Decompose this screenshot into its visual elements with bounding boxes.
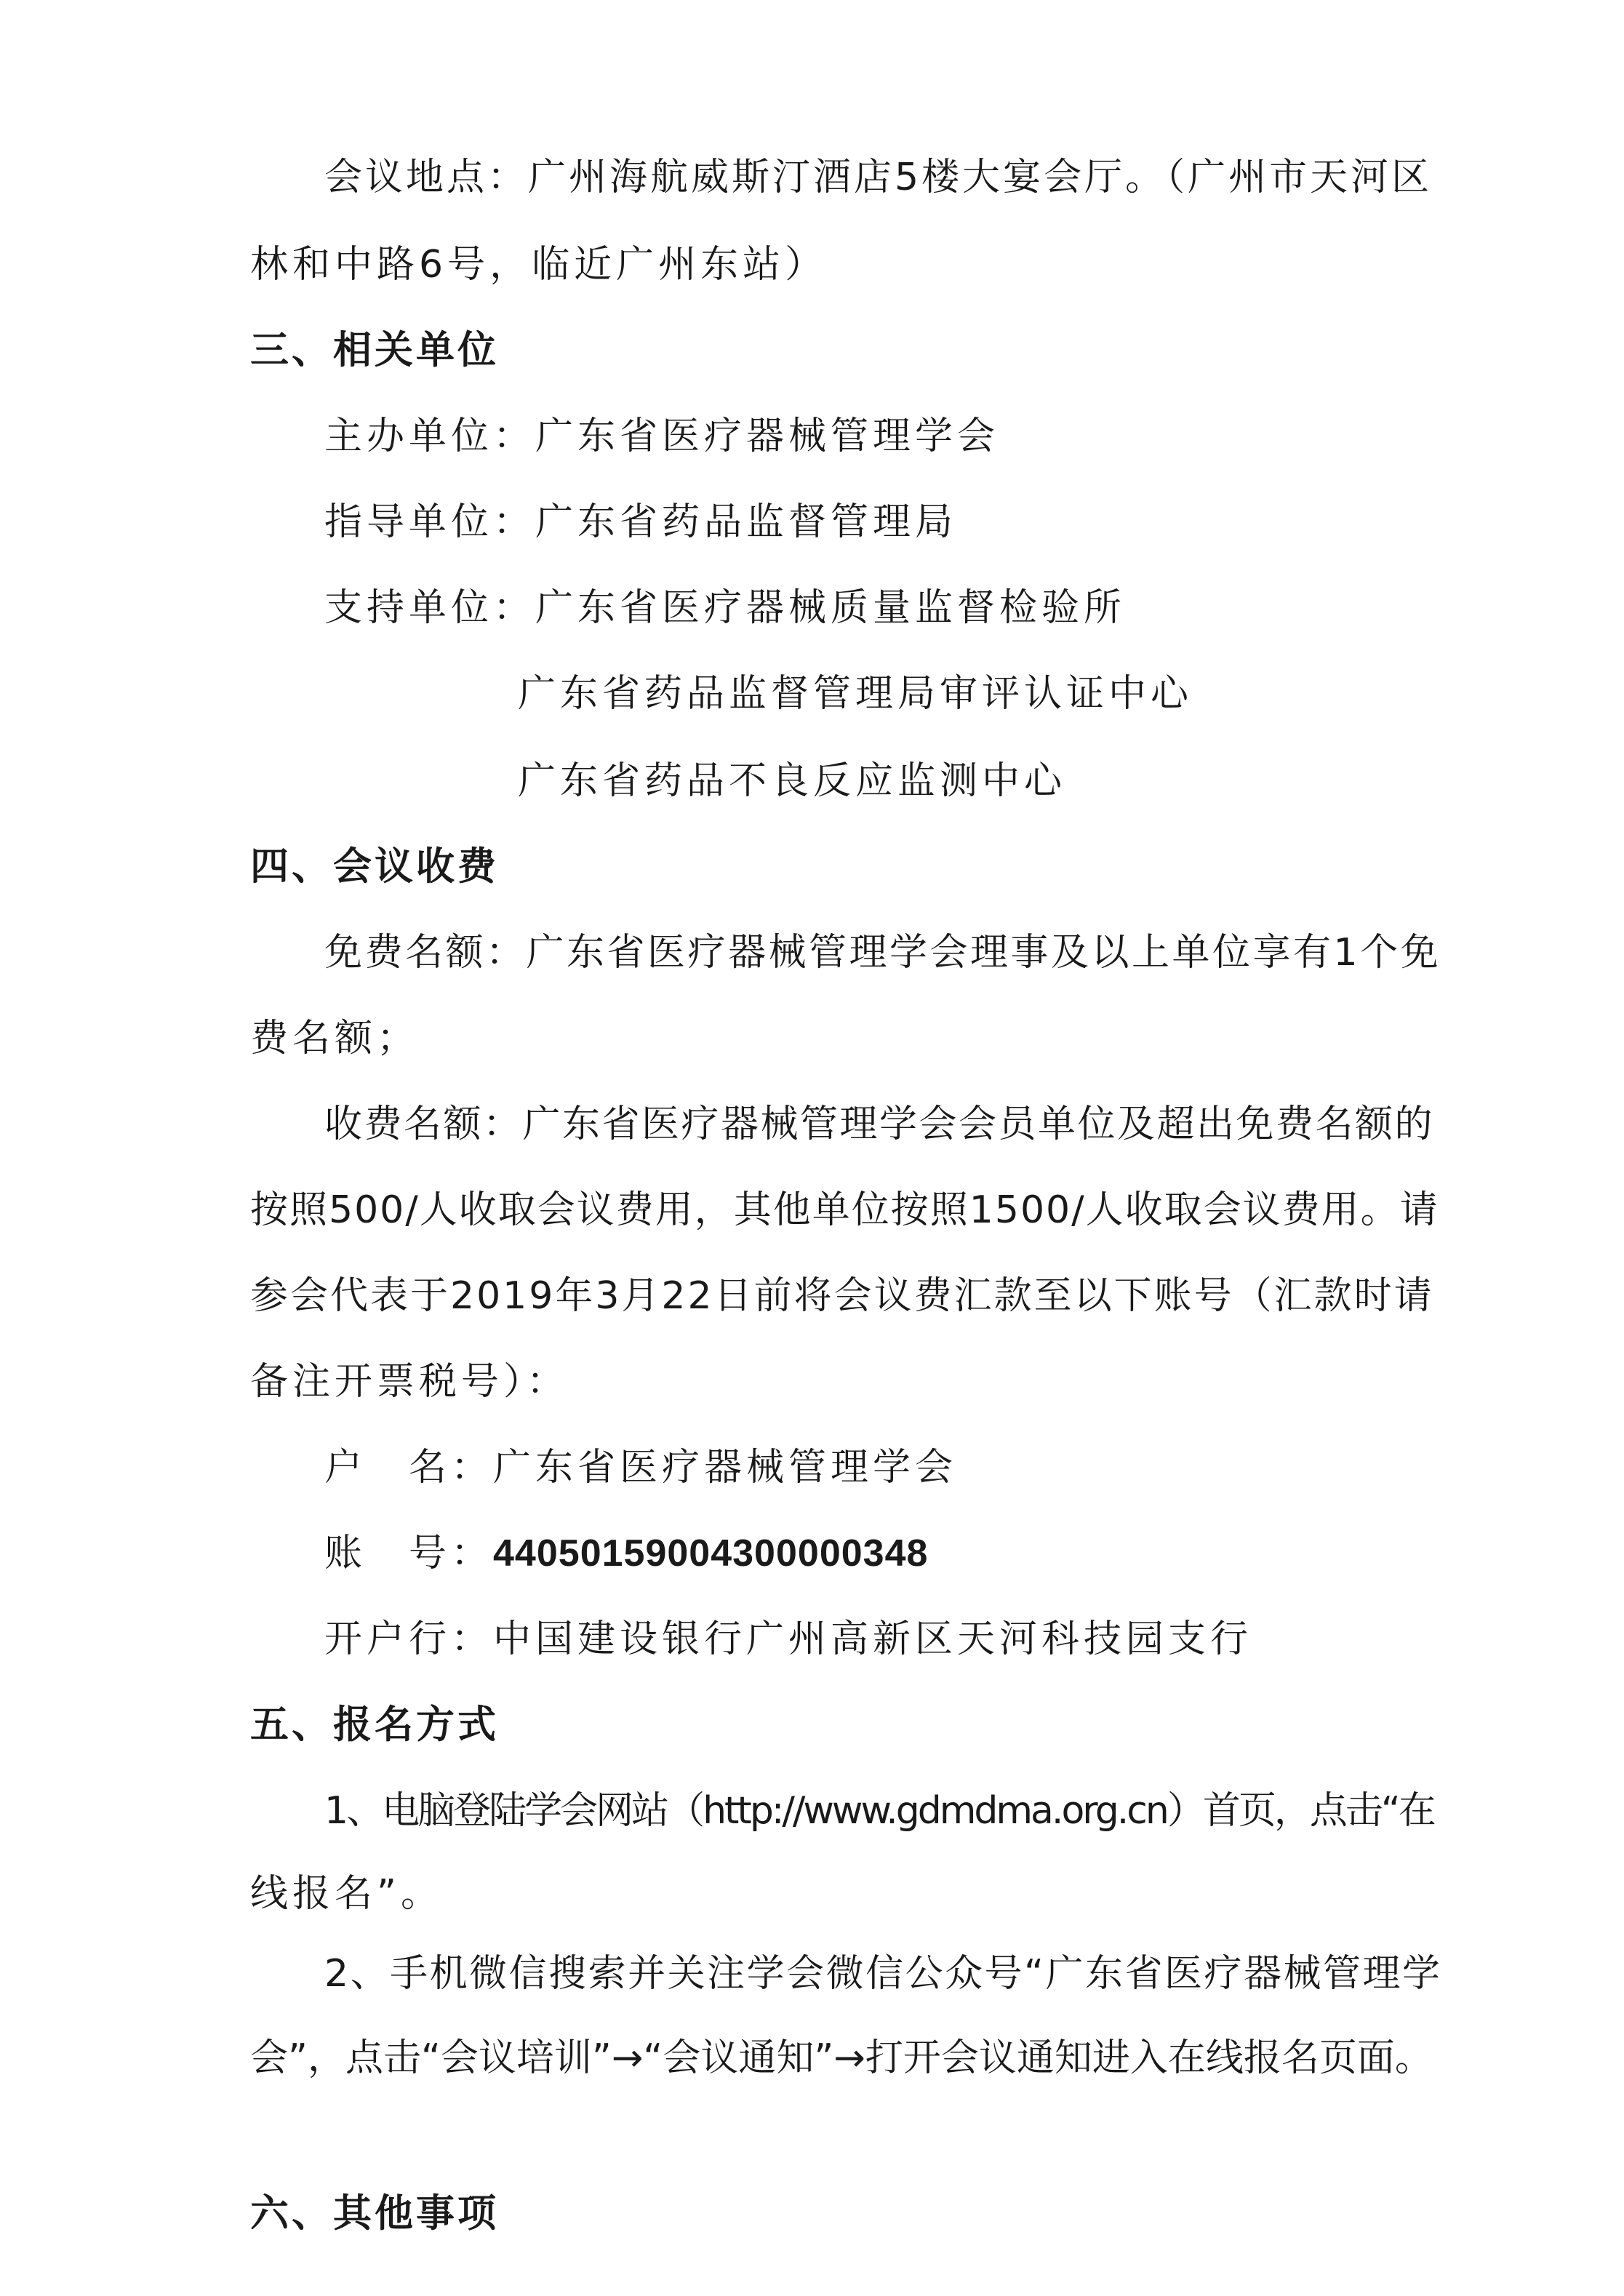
account-name-label: 户 名： <box>324 1446 494 1489</box>
paid-quota-line-4: 备注开票税号）： <box>250 1360 569 1404</box>
paid-quota-line-2: 按照500/人收取会议费用，其他单位按照1500/人收取会议费用。请 <box>250 1188 1439 1232</box>
host-organization: 主办单位：广东省医疗器械管理学会 <box>324 415 1000 458</box>
free-quota-line-2: 费名额； <box>250 1017 420 1060</box>
bank-value: 中国建设银行广州高新区天河科技园支行 <box>493 1617 1253 1661</box>
paid-quota-line-3: 参会代表于2019年3月22日前将会议费汇款至以下账号（汇款时请 <box>250 1274 1434 1318</box>
account-number-label: 账 号： <box>324 1532 494 1575</box>
registration-item-2-line-2: 会”，点击“会议培训”→“会议通知”→打开会议通知进入在线报名页面。 <box>250 2036 1433 2080</box>
bank-label: 开户行： <box>324 1617 494 1661</box>
section-4-heading: 四、会议收费 <box>250 844 499 889</box>
registration-item-1-line-2: 线报名”。 <box>250 1872 443 1916</box>
free-quota-line-1: 免费名额：广东省医疗器械管理学会理事及以上单位享有1个免 <box>324 931 1441 975</box>
supporting-organization-1: 支持单位：广东省医疗器械质量监督检验所 <box>324 586 1127 630</box>
bank-row <box>324 1616 1252 1663</box>
paid-quota-line-1: 收费名额：广东省医疗器械管理学会会员单位及超出免费名额的 <box>324 1103 1435 1146</box>
section-3-heading: 三、相关单位 <box>250 328 499 372</box>
location-line-2: 林和中路6号，临近广州东站） <box>250 243 828 287</box>
registration-item-1-line-1: 1、电脑登陆学会网站（http://www.gdmdma.org.cn）首页，点击“在 <box>324 1789 1434 1833</box>
location-line-1: 会议地点：广州海航威斯汀酒店5楼大宴会厅。（广州市天河区 <box>324 156 1433 199</box>
supporting-organization-3: 广东省药品不良反应监测中心 <box>518 759 1067 803</box>
account-number-value: 44050159004300000348 <box>493 1532 929 1575</box>
account-name-row <box>324 1444 957 1491</box>
account-name-value: 广东省医疗器械管理学会 <box>493 1446 958 1489</box>
supporting-organization-2: 广东省药品监督管理局审评认证中心 <box>518 672 1193 716</box>
registration-item-2-line-1: 2、手机微信搜索并关注学会微信公众号“广东省医疗器械管理学 <box>324 1952 1442 1996</box>
section-5-heading: 五、报名方式 <box>250 1703 499 1747</box>
section-6-heading: 六、其他事项 <box>250 2191 499 2236</box>
guiding-organization: 指导单位：广东省药品监督管理局 <box>324 500 958 544</box>
account-number-row <box>324 1530 928 1577</box>
